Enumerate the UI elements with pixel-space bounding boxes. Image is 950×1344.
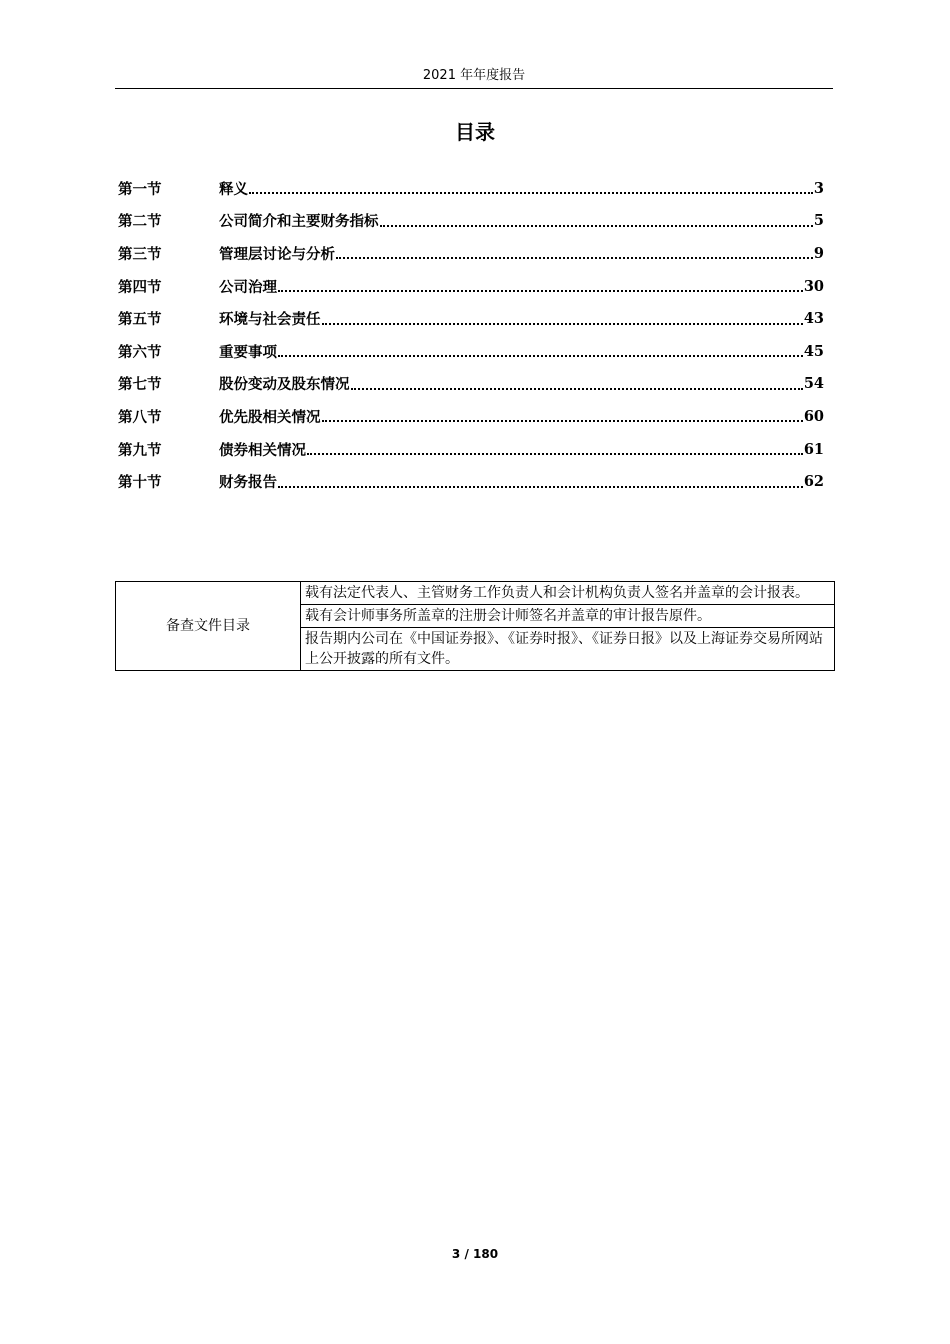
toc-page-number: 60 xyxy=(803,407,824,425)
toc-section-number: 第九节 xyxy=(118,441,162,459)
toc-section-number: 第六节 xyxy=(118,343,162,361)
toc-section-number: 第四节 xyxy=(118,278,162,296)
toc-section-number: 第一节 xyxy=(118,180,162,198)
toc-page-number: 43 xyxy=(803,310,824,328)
toc-section-title: 公司治理 xyxy=(219,278,277,296)
toc-page-number: 3 xyxy=(813,179,824,197)
toc-entry[interactable] xyxy=(118,205,824,238)
toc-leader-dots xyxy=(336,257,813,259)
toc-section-title: 环境与社会责任 xyxy=(219,311,321,329)
toc-entry[interactable] xyxy=(118,433,824,466)
toc-leader-dots xyxy=(249,192,813,194)
toc-page-number: 54 xyxy=(803,375,824,393)
toc-leader-dots xyxy=(278,355,803,357)
table-row xyxy=(116,582,835,605)
reference-documents-table xyxy=(115,581,835,671)
toc-leader-dots xyxy=(278,486,803,488)
toc-entry[interactable] xyxy=(118,172,824,205)
toc-title: 目录 xyxy=(455,120,495,144)
toc-page-number: 62 xyxy=(803,473,824,491)
toc-leader-dots xyxy=(307,453,803,455)
reference-doc-item: 载有会计师事务所盖章的注册会计师签名并盖章的审计报告原件。 xyxy=(301,605,835,628)
toc-leader-dots xyxy=(322,420,803,422)
toc-leader-dots xyxy=(351,388,803,390)
toc-entry[interactable] xyxy=(118,302,824,335)
toc-section-title: 债券相关情况 xyxy=(219,441,306,459)
toc-entry[interactable] xyxy=(118,270,824,303)
toc-page-number: 9 xyxy=(813,244,824,262)
toc-section-number: 第三节 xyxy=(118,245,162,263)
toc-section-title: 财务报告 xyxy=(219,474,277,492)
page-header: 2021 年年度报告 xyxy=(115,66,833,89)
toc-section-number: 第五节 xyxy=(118,311,162,329)
toc-entry[interactable] xyxy=(118,237,824,270)
toc-section-number: 第七节 xyxy=(118,376,162,394)
toc-page-number: 45 xyxy=(803,342,824,360)
toc-section-number: 第十节 xyxy=(118,474,162,492)
reference-doc-item: 载有法定代表人、主管财务工作负责人和会计机构负责人签名并盖章的会计报表。 xyxy=(301,582,835,605)
toc-entry[interactable] xyxy=(118,465,824,498)
toc-page-number: 5 xyxy=(813,212,824,230)
toc-page-number: 30 xyxy=(803,277,824,295)
toc-section-title: 释义 xyxy=(219,180,248,198)
toc-section-number: 第二节 xyxy=(118,213,162,231)
toc-section-title: 股份变动及股东情况 xyxy=(219,376,350,394)
toc-entry[interactable] xyxy=(118,368,824,401)
reference-docs-label: 备查文件目录 xyxy=(116,582,301,671)
toc-section-title: 重要事项 xyxy=(219,343,277,361)
table-of-contents xyxy=(118,172,824,498)
toc-leader-dots xyxy=(278,290,803,292)
toc-section-title: 公司简介和主要财务指标 xyxy=(219,213,379,231)
toc-entry[interactable] xyxy=(118,400,824,433)
toc-leader-dots xyxy=(322,323,803,325)
toc-section-title: 管理层讨论与分析 xyxy=(219,245,335,263)
toc-leader-dots xyxy=(380,225,813,227)
toc-section-number: 第八节 xyxy=(118,408,162,426)
toc-page-number: 61 xyxy=(803,440,824,458)
reference-doc-item: 报告期内公司在《中国证券报》、《证券时报》、《证券日报》以及上海证券交易所网站上公开披露的所有文件。 xyxy=(301,628,835,671)
toc-entry[interactable] xyxy=(118,335,824,368)
toc-section-title: 优先股相关情况 xyxy=(219,408,321,426)
page-number-footer: 3 / 180 xyxy=(451,1247,499,1261)
